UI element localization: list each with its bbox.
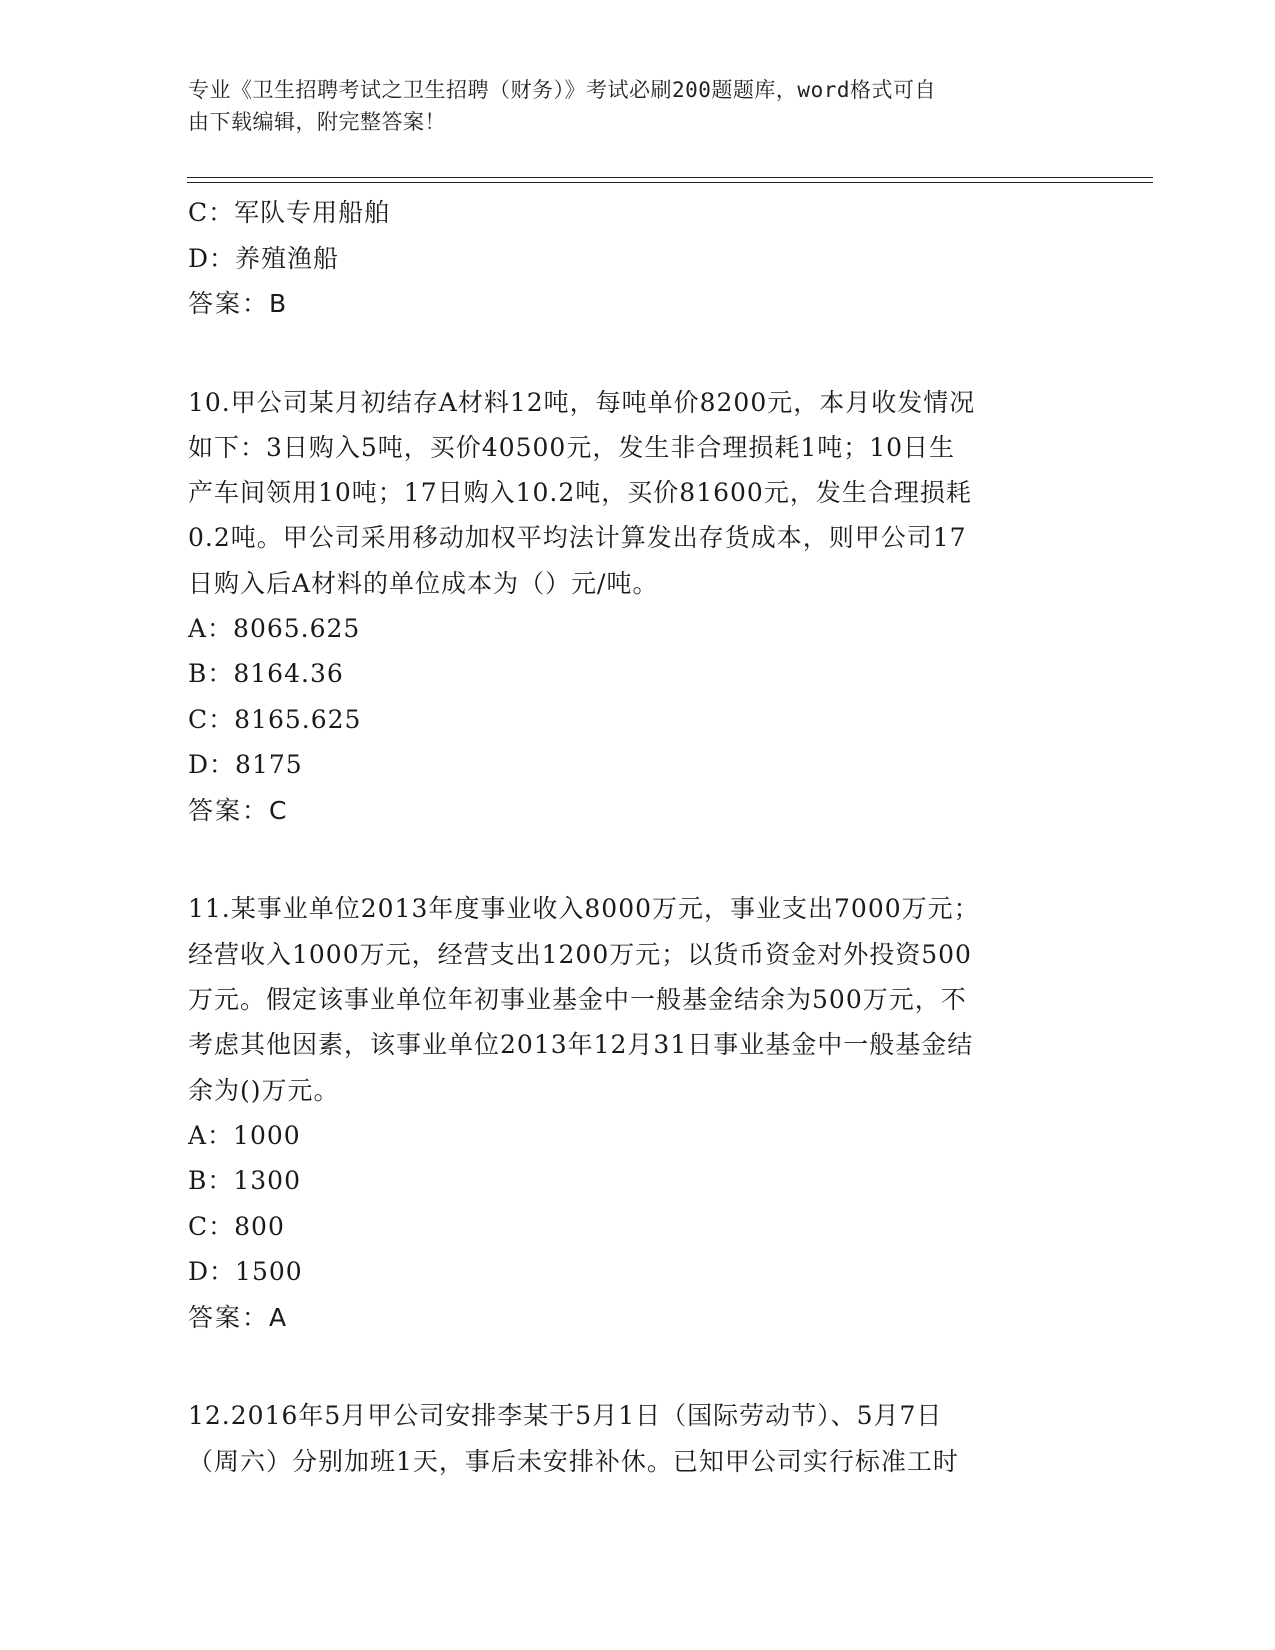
question-9-tail (188, 190, 1088, 327)
option-c: C：军队专用船舶 (188, 198, 391, 227)
question-11 (188, 886, 1088, 1340)
question-text-line: 万元。假定该事业单位年初事业基金中一般基金结余为500万元，不 (188, 985, 967, 1015)
question-12 (188, 1393, 1088, 1484)
question-text-line: 如下：3日购入5吨，买价40500元，发生非合理损耗1吨；10日生 (188, 432, 956, 462)
header-line-1: 专业《卫生招聘考试之卫生招聘（财务）》考试必刷200题题库，word格式可自 (188, 78, 936, 102)
option-a: A：1000 (188, 1120, 301, 1150)
spacer (188, 1340, 1088, 1393)
question-text-line: 11.某事业单位2013年度事业收入8000万元，事业支出7000万元； (188, 894, 980, 924)
question-text-line: 10.甲公司某月初结存A材料12吨，每吨单价8200元，本月收发情况 (188, 387, 976, 417)
spacer (188, 833, 1088, 886)
option-d: D：8175 (188, 750, 303, 780)
question-text-line: 考虑其他因素，该事业单位2013年12月31日事业基金中一般基金结 (188, 1030, 974, 1060)
document-body (188, 190, 1088, 1484)
option-a: A：8065.625 (188, 613, 361, 643)
question-text-line: 经营收入1000万元，经营支出1200万元；以货币资金对外投资500 (188, 939, 972, 969)
header-divider-top (187, 177, 1153, 178)
option-c: C：8165.625 (188, 704, 362, 734)
answer-line: 答案：A (188, 1302, 289, 1332)
question-text-line: 余为()万元。 (188, 1075, 340, 1105)
spacer (188, 327, 1088, 380)
question-text-line: （周六）分别加班1天，事后未安排补休。已知甲公司实行标准工时 (188, 1446, 959, 1476)
option-c: C：800 (188, 1211, 285, 1241)
option-d: D：1500 (188, 1257, 303, 1287)
question-text (188, 886, 1088, 1112)
question-text-line: 0.2吨。甲公司采用移动加权平均法计算发出存货成本，则甲公司17 (188, 523, 967, 553)
option-b: B：8164.36 (188, 659, 344, 689)
question-text-line: 12.2016年5月甲公司安排李某于5月1日（国际劳动节）、5月7日 (188, 1401, 943, 1431)
option-b: B：1300 (188, 1166, 301, 1196)
question-text (188, 1393, 1088, 1484)
question-text (188, 380, 1088, 606)
question-text-line: 日购入后A材料的单位成本为（）元/吨。 (188, 568, 659, 598)
document-header (188, 74, 1068, 138)
option-d: D：养殖渔船 (188, 243, 340, 273)
question-10 (188, 380, 1088, 834)
header-line-2: 由下载编辑，附完整答案！ (188, 110, 446, 134)
answer-line: 答案：B (188, 289, 289, 318)
question-text-line: 产车间领用10吨；17日购入10.2吨，买价81600元，发生合理损耗 (188, 478, 972, 508)
answer-line: 答案：C (188, 795, 289, 825)
header-divider-bottom (187, 182, 1153, 183)
